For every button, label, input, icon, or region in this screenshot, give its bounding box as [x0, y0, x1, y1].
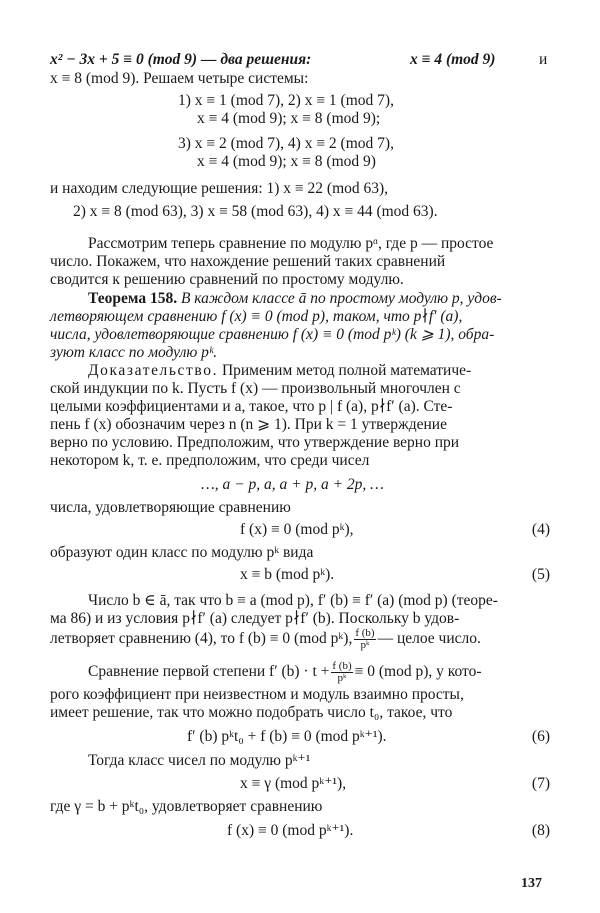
- text-line-36: где γ = b + pᵏt₀, удовлетворяет сравнению: [50, 798, 323, 815]
- system-line-4: x ≡ 4 (mod 9); x ≡ 8 (mod 9): [197, 153, 376, 170]
- equation-5-number: (5): [531, 566, 550, 583]
- text-line-29-start: летворяет сравнению (4), то f (b) ≡ 0 (mod pᵏ),: [50, 630, 353, 648]
- theorem-text-4: зуют класс по модулю pᵏ.: [50, 344, 218, 361]
- system-line-2: x ≡ 4 (mod 9); x ≡ 8 (mod 9);: [197, 110, 381, 127]
- equation-4-number: (4): [531, 521, 550, 538]
- text-line-1b: x ≡ 4 (mod 9): [410, 51, 496, 68]
- text-line-27: Число b ∈ ā, так что b ≡ a (mod p), f′ (b) ≡ f′ (a) (mod p) (теоре-: [88, 592, 498, 609]
- fraction-f-b-over-pk: $\frac{f (b)}{\text{pᵏ}}$: [355, 627, 375, 651]
- equation-4: f (x) ≡ 0 (mod pᵏ),: [240, 521, 354, 538]
- text-line-23: числа, удовлетворяющие сравнению: [50, 499, 291, 516]
- text-line-9: Рассмотрим теперь сравнение по модулю pᵅ, где p — простое: [88, 235, 494, 252]
- theorem-text-2: летворяющем сравнению f (x) ≡ 0 (mod p), таком, что p∤f′ (a),: [50, 308, 463, 325]
- text-line-11: сводится к решению сравнений по простому модулю.: [50, 271, 404, 288]
- system-line-3: 3) x ≡ 2 (mod 7), 4) x ≡ 2 (mod 7),: [178, 135, 394, 152]
- text-line-10: число. Покажем, что нахождение решений таких сравнений: [50, 253, 446, 270]
- text-line-25: образуют один класс по модулю pᵏ вида: [50, 544, 314, 561]
- system-line-1: 1) x ≡ 1 (mod 7), 2) x ≡ 1 (mod 7),: [178, 92, 394, 109]
- proof-text-2: ской индукции по k. Пусть f (x) — произвольный многочлен с: [50, 380, 461, 397]
- theorem-first-line: [88, 290, 502, 308]
- theorem-text-3: числа, удовлетворяющие сравнению f (x) ≡ 0 (mod pᵏ) (k ⩾ 1), обра-: [50, 326, 495, 343]
- text-line-7: и находим следующие решения: 1) x ≡ 22 (mod 63),: [50, 180, 389, 197]
- proof-label: Доказательство.: [88, 362, 219, 379]
- text-line-28: ма 86) и из условия p∤f′ (a) следует p∤f′ (b). Поскольку b удов-: [50, 610, 460, 627]
- equation-7-number: (7): [531, 775, 550, 792]
- page-number: 137: [521, 876, 542, 891]
- equation-5: x ≡ b (mod pᵏ).: [240, 566, 335, 583]
- proof-first-line: [88, 362, 471, 380]
- text-line-30: [88, 661, 482, 684]
- text-line-1c: и: [539, 51, 548, 68]
- text-line-32: имеет решение, так что можно подобрать число t₀, такое, что: [50, 704, 453, 721]
- proof-text-4: пень f (x) обозначим через n (n ⩾ 1). При k = 1 утверждение: [50, 416, 447, 433]
- text-line-29: [50, 628, 481, 651]
- equation-8-number: (8): [531, 822, 550, 839]
- text-line-34: Тогда класс чисел по модулю pᵏ⁺¹: [88, 752, 311, 769]
- theorem-text-1: В каждом классе ā по простому модулю p, удов-: [180, 290, 502, 307]
- text-line-2: x ≡ 8 (mod 9). Решаем четыре системы:: [50, 70, 309, 87]
- text-line-8: 2) x ≡ 8 (mod 63), 3) x ≡ 58 (mod 63), 4) x ≡ 44 (mod 63).: [73, 203, 438, 220]
- proof-text-1: Применим метод полной математиче-: [221, 362, 472, 379]
- theorem-label: Теорема 158.: [88, 290, 178, 307]
- text-line-1a: x² − 3x + 5 ≡ 0 (mod 9) — два решения:: [50, 51, 312, 68]
- text-line-29-end: — целое число.: [377, 630, 481, 648]
- text-line-30-start: Сравнение первой степени f′ (b) · t +: [88, 663, 330, 681]
- text-line-30-end: ≡ 0 (mod p), у кото-: [354, 663, 482, 681]
- equation-7: x ≡ γ (mod pᵏ⁺¹),: [240, 775, 347, 792]
- equation-6-number: (6): [531, 728, 550, 745]
- proof-text-6: некотором k, т. е. предположим, что среди чисел: [50, 452, 370, 469]
- proof-text-3: целыми коэффициентами и a, такое, что p | f (a), p∤f′ (a). Сте-: [50, 398, 453, 415]
- proof-text-5: верно по условию. Предположим, что утверждение верно при: [50, 434, 460, 451]
- fraction-f-b-over-pk-2: $\frac{f (b)}{\text{pᵏ}}$: [332, 660, 352, 684]
- sequence-line: …, a − p, a, a + p, a + 2p, …: [201, 476, 384, 493]
- equation-8: f (x) ≡ 0 (mod pᵏ⁺¹).: [227, 822, 354, 839]
- equation-6: f′ (b) pᵏt₀ + f (b) ≡ 0 (mod pᵏ⁺¹).: [187, 728, 387, 745]
- text-line-31: рого коэффициент при неизвестном и модуль взаимно просты,: [50, 686, 464, 703]
